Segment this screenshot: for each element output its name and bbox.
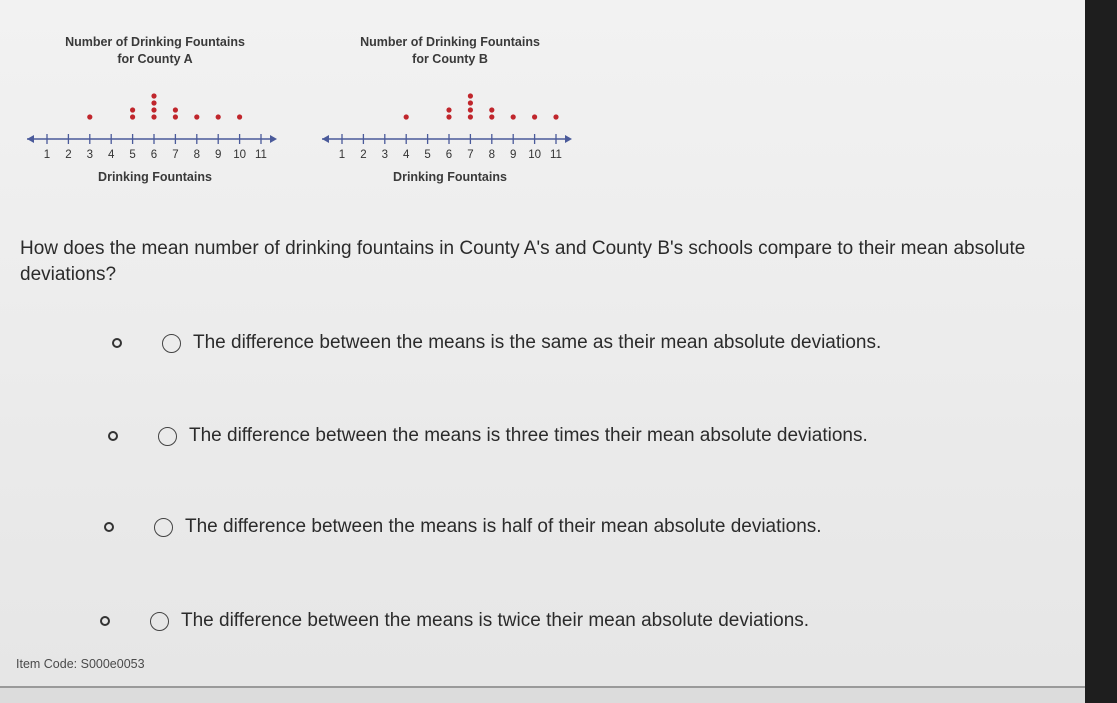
bullet-icon [112,338,122,348]
data-dot [489,107,494,112]
x-axis-label: Drinking Fountains [393,170,507,184]
data-dot [130,107,135,112]
plot-title-line2: for County A [117,52,193,66]
bullet-icon [104,522,114,532]
screen-edge [1085,0,1117,703]
tick-label: 1 [338,149,346,161]
bottom-divider [0,686,1085,688]
data-dot [468,93,473,98]
data-dot [194,114,199,119]
option-label: The difference between the means is twice their mean absolute deviations. [181,610,810,631]
data-dot [87,114,92,119]
data-dot [151,107,156,112]
plot-title-county-a [25,34,285,68]
bullet-icon [108,431,118,441]
x-axis-label: Drinking Fountains [98,170,212,184]
data-dot [446,114,451,119]
tick-label: 10 [233,149,246,161]
tick-label: 4 [107,149,115,161]
data-dot [151,114,156,119]
tick-label: 9 [509,149,517,161]
answer-option-three-times[interactable] [108,422,868,450]
data-dot [468,107,473,112]
data-dot [173,107,178,112]
data-dot [151,100,156,105]
data-dot [489,114,494,119]
data-dot [468,100,473,105]
tick-label: 6 [445,149,453,161]
tick-label: 7 [172,149,179,161]
data-dot [468,114,473,119]
data-dot [173,114,178,119]
data-dot [446,107,451,112]
data-dot [404,114,409,119]
tick-label: 11 [550,149,562,161]
radio-button[interactable] [162,334,181,353]
data-dot [130,114,135,119]
arrow-right-icon [270,135,277,143]
tick-label: 5 [129,149,136,161]
option-label: The difference between the means is three times their mean absolute deviations. [189,425,868,446]
answer-option-half[interactable] [104,513,822,541]
plot-title-county-b [320,34,580,68]
dot-plot-svg-a [25,82,285,167]
data-dot [532,114,537,119]
tick-label: 11 [255,149,267,161]
tick-label: 3 [381,149,389,161]
arrow-left-icon [27,135,34,143]
dot-plot-county-a [25,34,285,194]
tick-label: 4 [402,149,410,161]
option-label: The difference between the means is half of their mean absolute deviations. [185,516,822,537]
option-label: The difference between the means is the same as their mean absolute deviations. [193,332,882,353]
plot-title-line1: Number of Drinking Fountains [360,35,540,49]
radio-button[interactable] [150,612,169,631]
arrow-left-icon [322,135,329,143]
data-dot [151,93,156,98]
arrow-right-icon [565,135,572,143]
tick-label: 8 [193,149,201,161]
dot-plot-svg-b [320,82,580,167]
tick-label: 10 [528,149,541,161]
radio-button[interactable] [154,518,173,537]
answer-option-same[interactable] [112,329,881,357]
answer-option-twice[interactable] [100,607,809,635]
bullet-icon [100,616,110,626]
data-dot [511,114,516,119]
plot-title-line2: for County B [412,52,488,66]
data-dot [553,114,558,119]
tick-label: 7 [467,149,474,161]
plot-title-line1: Number of Drinking Fountains [65,35,245,49]
tick-label: 2 [360,149,367,161]
dot-plot-county-b [320,34,580,194]
data-dot [216,114,221,119]
data-dot [237,114,242,119]
tick-label: 5 [424,149,431,161]
tick-label: 1 [43,149,51,161]
item-code: Item Code: S000e0053 [16,657,145,671]
tick-label: 9 [214,149,222,161]
radio-button[interactable] [158,427,177,446]
question-text: How does the mean number of drinking fountains in County A's and County B's schools compare to their mean absolute deviations? [20,238,1026,285]
tick-label: 3 [86,149,94,161]
tick-label: 6 [150,149,158,161]
tick-label: 8 [488,149,496,161]
tick-label: 2 [65,149,72,161]
